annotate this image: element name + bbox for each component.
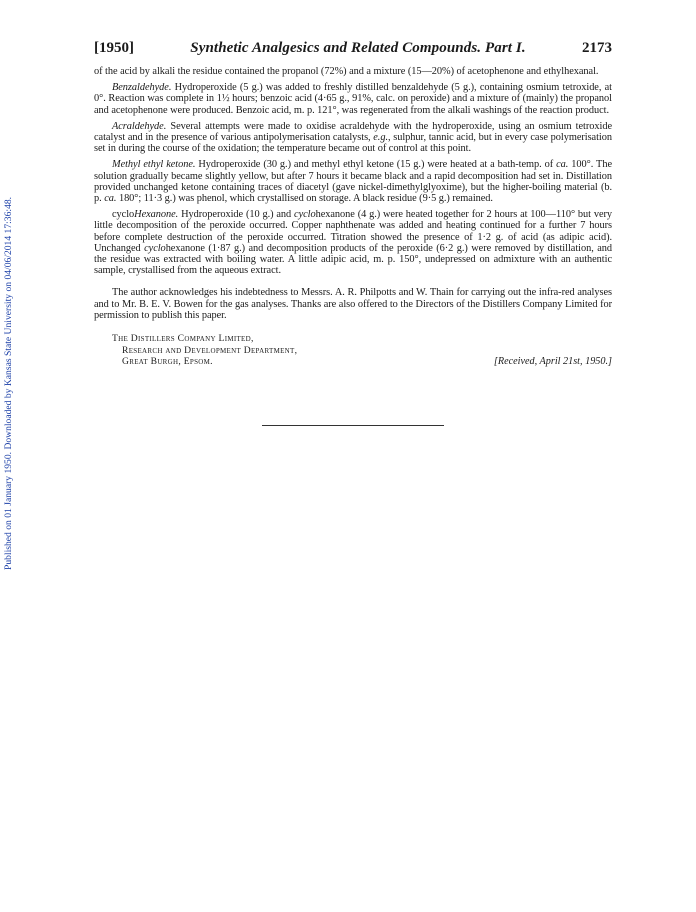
download-watermark: Published on 01 January 1950. Downloaded by Kansas State University on 04/06/2014 17:36:48. <box>3 196 14 570</box>
paragraph-acraldehyde: Acraldehyde. Several attempts were made to oxidise acraldehyde with the hydroperoxide, using an osmium tetroxide catalyst and in the presence of various antipolymerisation catalysts, e.g., sulphur, tannic acid, but in every case polymerisation set in during the course of the oxidation; the temperature became out of control at this point. <box>94 120 612 155</box>
paragraph-heading: Methyl ethyl ketone. <box>112 159 196 171</box>
running-header <box>94 40 612 66</box>
paragraph-heading: Hexanone. <box>134 209 179 221</box>
paragraph-continuation: of the acid by alkali the residue contained the propanol (72%) and a mixture (15—20%) of acetophenone and ethylhexanal. <box>94 66 599 77</box>
received-date: [Received, April 21st, 1950.] <box>493 356 612 368</box>
paragraph-methyl-ethyl-ketone: Methyl ethyl ketone. Hydroperoxide (30 g.) and methyl ethyl ketone (15 g.) were heated at a bath-temp. of ca. 100°. The solution gradually became slightly yellow, but after 7 hours it became black and a rapid decomposition had set in. Distillation provided unchanged ketone containing traces of diacetyl (gave nickel-dimethylglyoxime), but the higher-boiling material (b. p. ca. 180°; 11·3 g.) was phenol, which crystallised on storage. A black residue (9·5 g.) remained. <box>94 159 612 205</box>
address-line-3: Great Burgh, Epsom. [Received, April 21st, 1950.] <box>122 356 612 368</box>
end-rule <box>262 425 444 426</box>
header-title: Synthetic Analgesics and Related Compounds. Part I. <box>190 40 526 56</box>
paragraph-heading: Benzaldehyde. <box>112 82 172 94</box>
header-page-number: 2173 <box>581 40 612 56</box>
address-line-1: The Distillers Company Limited, <box>112 333 254 345</box>
paragraph-heading-prefix: cyclo <box>112 209 135 221</box>
paragraph-benzaldehyde: Benzaldehyde. Hydroperoxide (5 g.) was added to freshly distilled benzaldehyde (5 g.), containing osmium tetroxide, at 0°. Reaction was complete in 1½ hours; benzoic acid (4·65 g., 91%, calc. on peroxide) and a mixture of (mainly) the propanol and acetophenone were produced. Benzoic acid, m. p. 121°, was regenerated from the alkali washings of the reaction product. <box>94 82 612 116</box>
author-address <box>94 333 612 368</box>
paragraph-heading: Acraldehyde. <box>112 120 167 132</box>
paragraph-cyclohexanone: cycloHexanone. Hydroperoxide (10 g.) and cyclohexanone (4 g.) were heated together for 2 hours at 100—110° but very little decomposition of the peroxide occurred. Copper naphthenate was added and heating continued for a further 7 hours before complete destruction of the peroxide occurred. Titration showed the presence of 1·2 g. of acid (as adipic acid). Unchanged cyclohexanone (1·87 g.) and decomposition products of the peroxide (6·2 g.) were removed by distillation, and the residue was extracted with boiling water. A little adipic acid, m. p. 150°, undepressed on admixture with an authentic sample, crystallised from the aqueous extract. <box>94 209 613 277</box>
paragraph-acknowledgements: The author acknowledges his indebtedness to Messrs. A. R. Philpotts and W. Thain for carrying out the infra-red analyses and to Mr. B. E. V. Bowen for the gas analyses. Thanks are also offered to the Directors of the Distillers Company Limited for permission to publish this paper. <box>94 287 612 321</box>
header-year: [1950] <box>94 40 134 56</box>
address-line-2: Research and Development Department, <box>122 344 298 356</box>
paper-page <box>94 40 612 368</box>
